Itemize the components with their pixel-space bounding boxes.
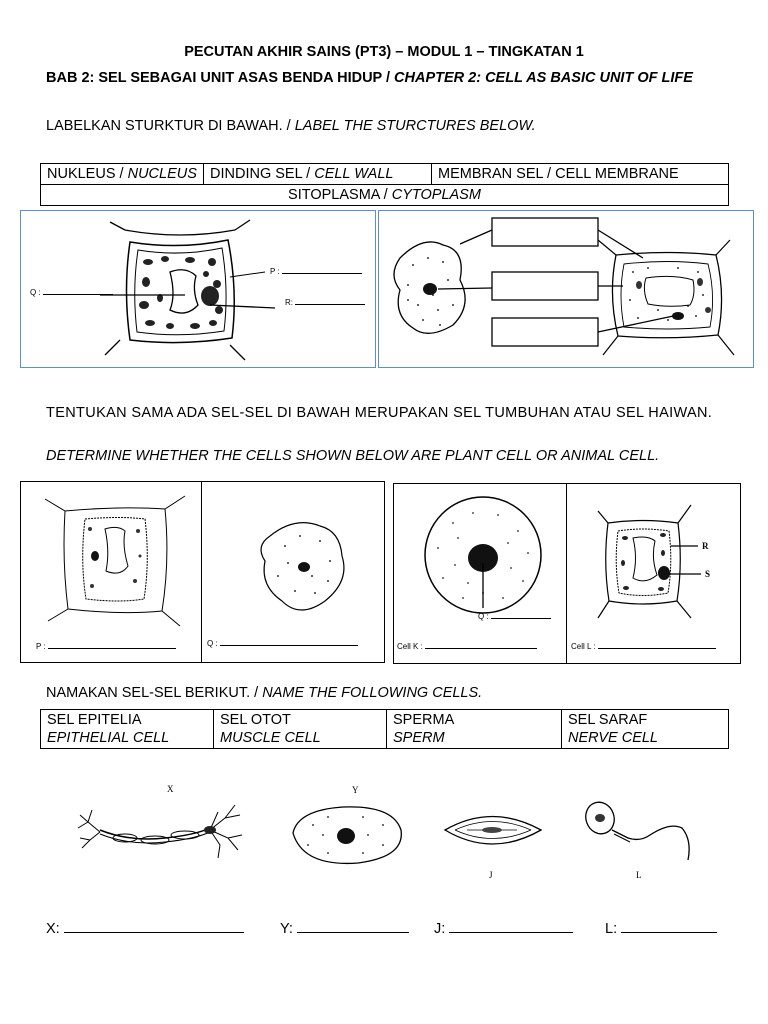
- section1-instruction: [46, 118, 536, 134]
- cell-letter-x: X: [167, 784, 174, 794]
- cell-letter-j: J: [489, 870, 493, 880]
- cells-kl-drawing: [393, 483, 739, 662]
- key-cell-wall: DINDING SEL / CELL WALL: [204, 164, 432, 185]
- cells-pq-drawing: [20, 481, 383, 661]
- option-epithelial: SEL EPITELIA EPITHELIAL CELL: [41, 710, 214, 749]
- label-p-1: P :: [270, 267, 362, 276]
- option-sperm: SPERMA SPERM: [387, 710, 562, 749]
- chapter-ms: BAB 2: SEL SEBAGAI UNIT ASAS BENDA HIDUP /: [46, 70, 391, 86]
- epithelial-cell-drawing: [283, 795, 413, 875]
- answer-cell-l: Cell L :: [571, 642, 716, 651]
- answer-l: L:: [605, 921, 717, 937]
- section3-instruction-ms: NAMAKAN SEL-SEL BERIKUT. /: [46, 685, 259, 701]
- instruction-ms: LABELKAN STURKTUR DI BAWAH. /: [46, 118, 291, 134]
- cell-boxes-diagram: [378, 210, 752, 366]
- key-cytoplasm: SITOPLASMA / CYTOPLASM: [41, 185, 729, 206]
- nerve-cell-drawing: [70, 790, 250, 870]
- label-q-1: Q :: [30, 288, 113, 297]
- answer-x: X:: [46, 921, 244, 937]
- muscle-cell-drawing: [437, 788, 549, 888]
- label-r-1: R:: [285, 298, 365, 307]
- label-s-2: S: [705, 569, 711, 579]
- structure-keys-table: [40, 163, 729, 206]
- answer-p: P :: [36, 642, 176, 651]
- chapter-en: CHAPTER 2: CELL AS BASIC UNIT OF LIFE: [394, 70, 693, 86]
- label-r-2: R: [702, 541, 709, 551]
- cell-names-table: [40, 709, 729, 749]
- page-title: PECUTAN AKHIR SAINS (PT3) – MODUL 1 – TINGKATAN 1: [184, 44, 584, 60]
- answer-cell-k: Cell K :: [397, 642, 537, 651]
- chapter-heading: [46, 70, 693, 86]
- instruction-en: LABEL THE STURCTURES BELOW.: [294, 118, 536, 134]
- answer-j: J:: [434, 921, 573, 937]
- answer-y: Y:: [280, 921, 409, 937]
- cell-letter-y: Y: [352, 785, 359, 795]
- section3-instruction: [46, 685, 482, 701]
- cell-letter-l: L: [636, 870, 642, 880]
- label-q-2: Q :: [478, 612, 551, 621]
- section2-instruction-en: DETERMINE WHETHER THE CELLS SHOWN BELOW ARE PLANT CELL OR ANIMAL CELL.: [46, 448, 660, 464]
- answer-q: Q :: [207, 639, 358, 648]
- option-muscle: SEL OTOT MUSCLE CELL: [214, 710, 387, 749]
- section2-instruction-ms: TENTUKAN SAMA ADA SEL-SEL DI BAWAH MERUPAKAN SEL TUMBUHAN ATAU SEL HAIWAN.: [46, 405, 713, 421]
- option-nerve: SEL SARAF NERVE CELL: [562, 710, 729, 749]
- key-cell-membrane: MEMBRAN SEL / CELL MEMBRANE: [432, 164, 729, 185]
- section3-instruction-en: NAME THE FOLLOWING CELLS.: [262, 685, 483, 701]
- sperm-cell-drawing: [570, 790, 700, 890]
- key-nucleus: NUKLEUS / NUCLEUS: [41, 164, 204, 185]
